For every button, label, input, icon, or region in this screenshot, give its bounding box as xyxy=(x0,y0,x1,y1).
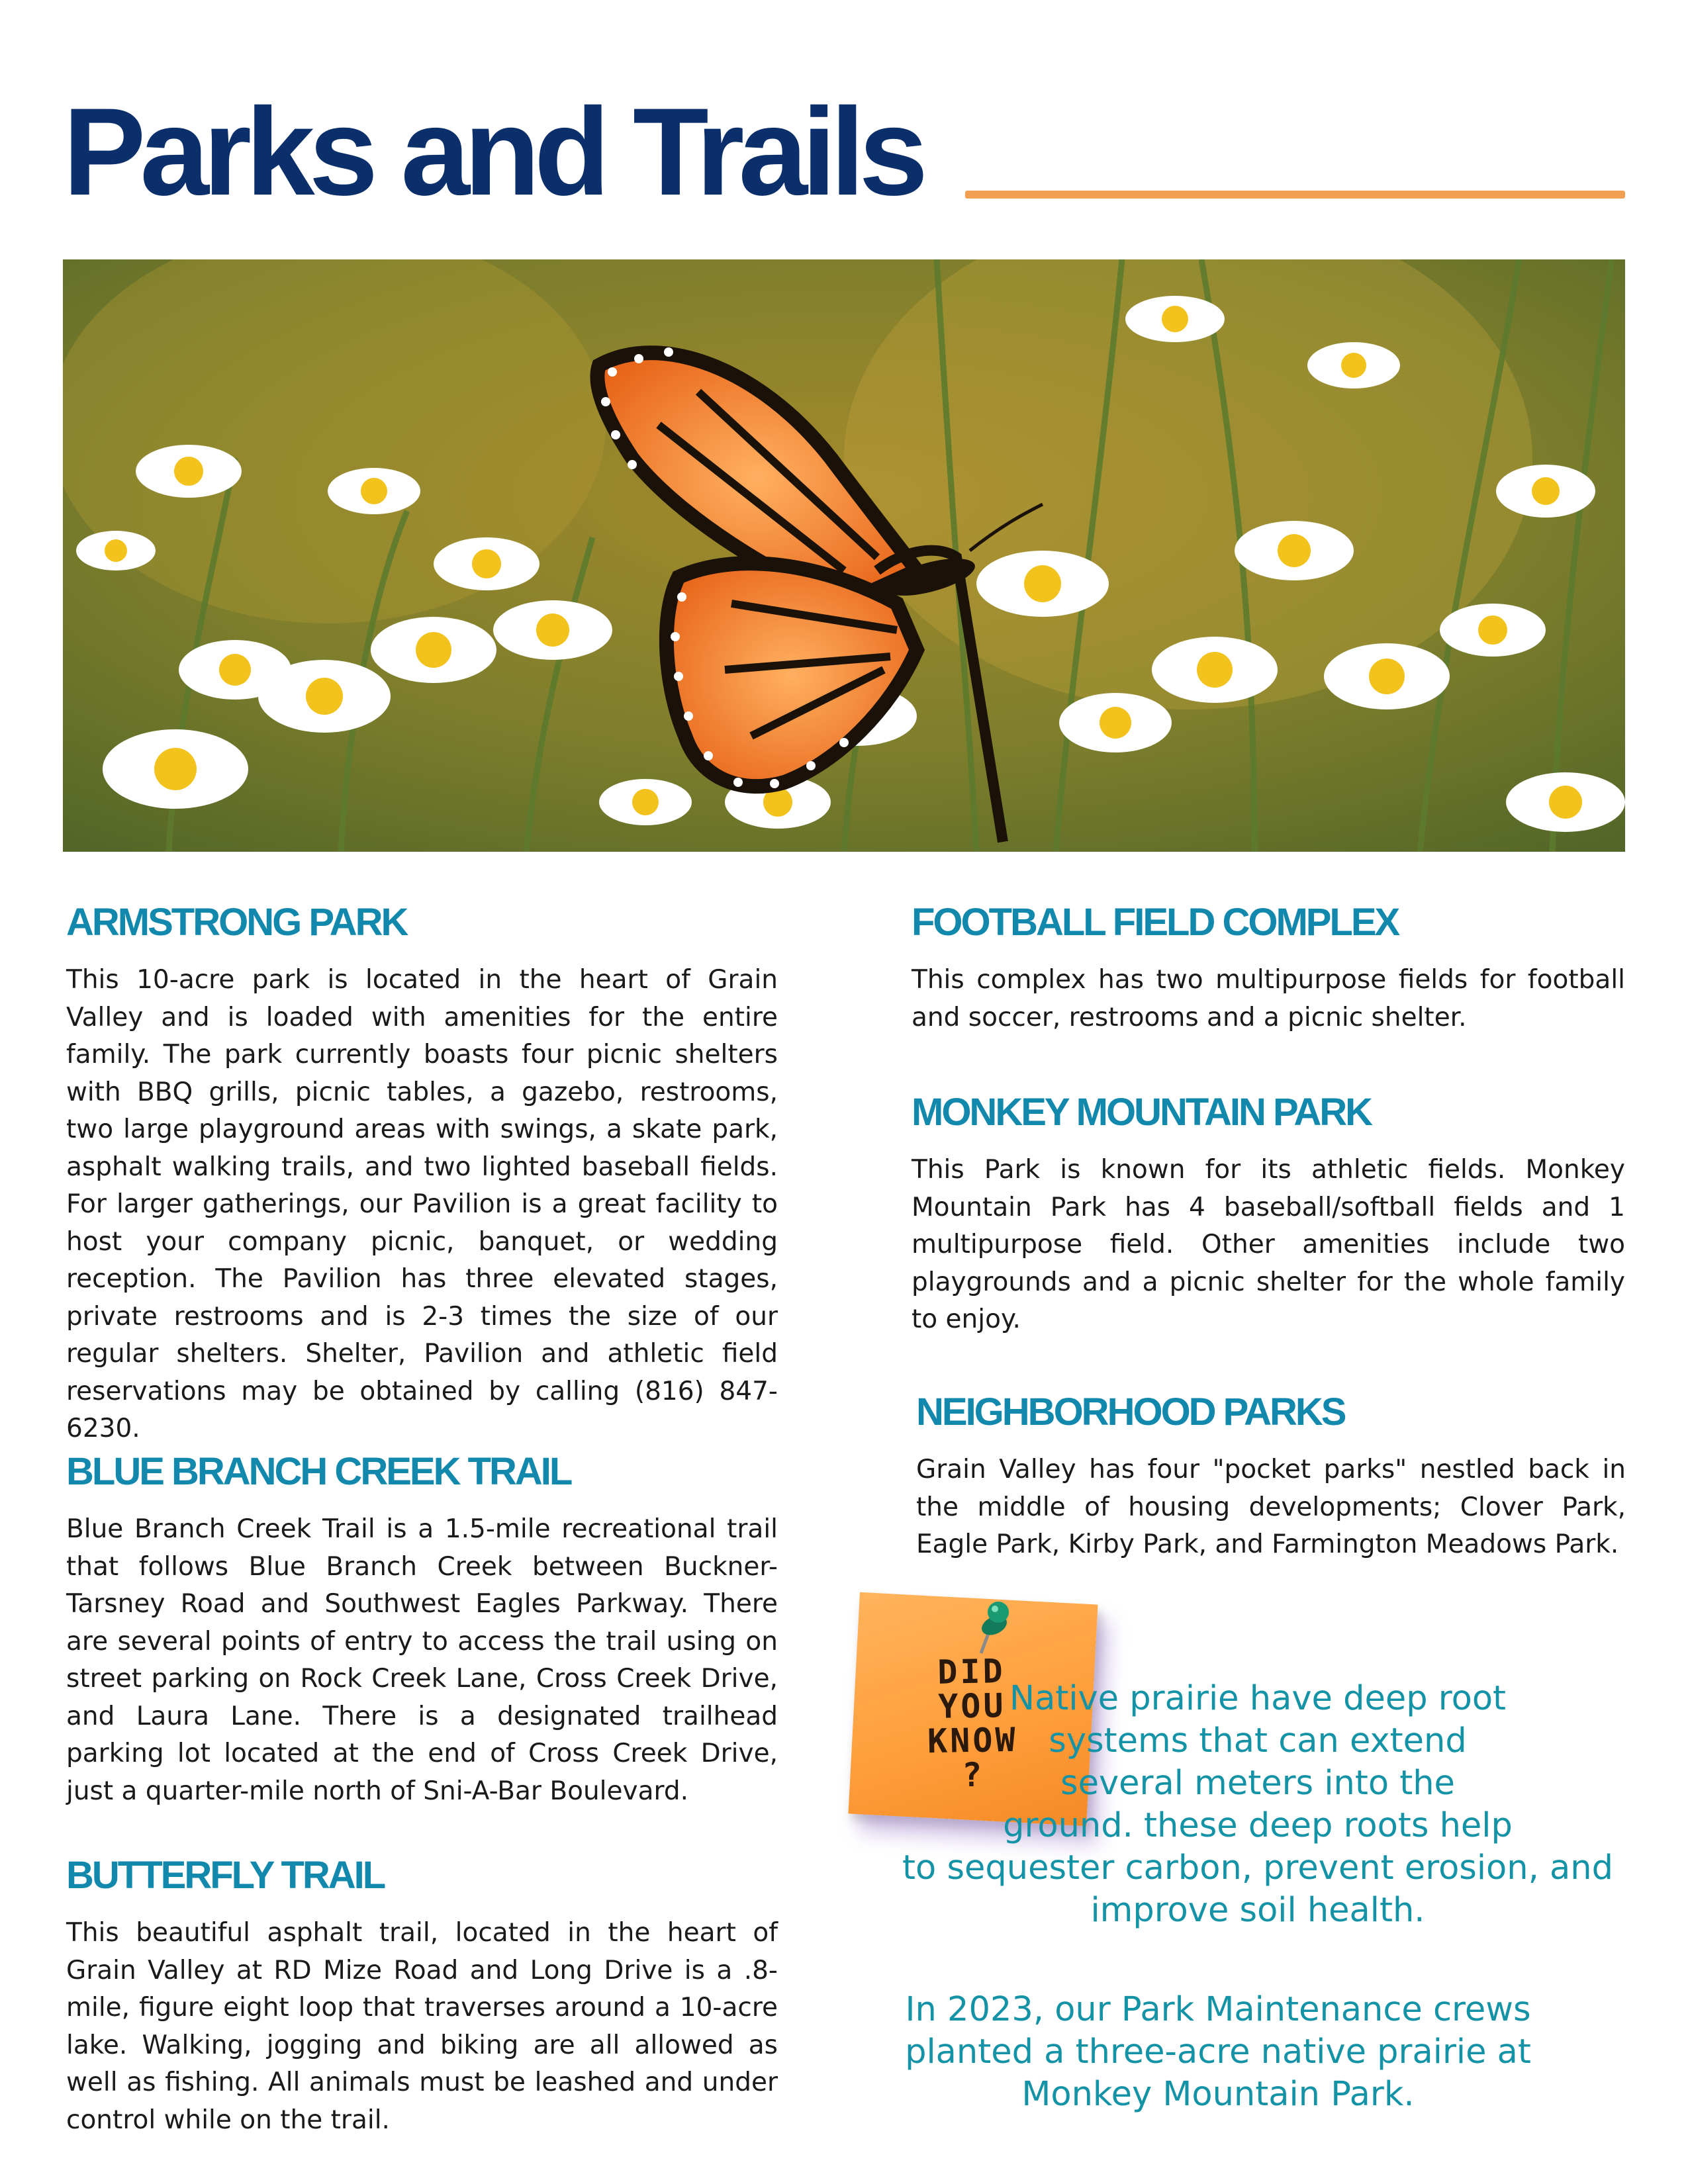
section-body: Grain Valley has four "pocket parks" nestled back in the middle of housing developments; Clover Park, Eagle Park, Kirby Park, and Farmington Meadows Park. xyxy=(916,1455,1626,1559)
section-blue-branch-creek-trail xyxy=(66,1450,778,1810)
fact-line: improve soil health. xyxy=(1090,1891,1425,1930)
section-body: This 10-acre park is located in the heart of Grain Valley and is loaded with amenities for the entire family. The park currently boasts four picnic shelters with BBQ grills, picnic tables, a gazebo, restrooms, two large playground areas with swings, a skate park, asphalt walking trails, and two lighted baseball fields. For larger gatherings, our Pavilion is a great facility to host your company picnic, banquet, or wedding reception. The Pavilion has three elevated stages, private restrooms and is 2-3 times the size of our regular shelters. Shelter, Pavilion and athletic field reservations may be obtained by calling (816) 847-6230. xyxy=(66,965,778,1443)
fact-line: ground. these deep roots help xyxy=(1003,1806,1513,1845)
fact-line: several meters into the xyxy=(1060,1764,1455,1803)
note-line: KNOW xyxy=(927,1720,1019,1761)
section-body: This beautiful asphalt trail, located in the heart of Grain Valley at RD Mize Road and Long Drive is a .8-mile, figure eight loop that traverses around a 10-acre lake. Walking, jogging and biking are all allowed as well as fishing. All animals must be leashed and under control while on the trail. xyxy=(66,1918,778,2135)
fact-line: In 2023, our Park Maintenance crews xyxy=(905,1990,1531,2029)
section-body: This complex has two multipurpose fields for football and soccer, restrooms and a picnic shelter. xyxy=(912,965,1625,1032)
fact-line: planted a three-acre native prairie at xyxy=(905,2032,1531,2071)
hero-photo xyxy=(63,259,1625,852)
fact-line: Native prairie have deep root xyxy=(1009,1679,1507,1718)
section-heading: BLUE BRANCH CREEK TRAIL xyxy=(66,1450,571,1493)
title-underline xyxy=(965,191,1625,199)
did-you-know-fact-prairie-roots xyxy=(887,1678,1628,1932)
note-line: YOU xyxy=(937,1686,1007,1726)
fact-line: systems that can extend xyxy=(1049,1721,1467,1760)
section-heading: FOOTBALL FIELD COMPLEX xyxy=(912,901,1399,944)
did-you-know-fact-2023-prairie xyxy=(887,1989,1549,2116)
section-heading: ARMSTRONG PARK xyxy=(66,901,407,944)
section-football-field-complex xyxy=(912,903,1625,1036)
section-neighborhood-parks xyxy=(916,1390,1626,1564)
fact-line: to sequester carbon, prevent erosion, and xyxy=(902,1848,1613,1888)
note-line: ? xyxy=(961,1755,985,1795)
section-heading: BUTTERFLY TRAIL xyxy=(66,1854,385,1897)
section-monkey-mountain-park xyxy=(912,1093,1625,1339)
page-title: Parks and Trails xyxy=(63,82,923,221)
section-heading: NEIGHBORHOOD PARKS xyxy=(916,1390,1345,1433)
section-armstrong-park xyxy=(66,903,778,1448)
section-body: This Park is known for its athletic fields. Monkey Mountain Park has 4 baseball/softball fields and 1 multipurpose field. Other amenities include two playgrounds and a picnic shelter for the whole family to enjoy. xyxy=(912,1155,1625,1334)
pushpin-icon xyxy=(966,1600,1013,1660)
section-butterfly-trail xyxy=(66,1856,778,2139)
section-body: Blue Branch Creek Trail is a 1.5-mile recreational trail that follows Blue Branch Creek between Buckner-Tarsney Road and Southwest Eagles Parkway. There are several points of entry to access the trail using on street parking on Rock Creek Lane, Cross Creek Drive, and Laura Lane. There is a designated trailhead parking lot located at the end of Cross Creek Drive, just a quarter-mile north of Sni-A-Bar Boulevard. xyxy=(66,1514,778,1806)
butterfly-flowers-illustration xyxy=(63,259,1625,852)
fact-line: Monkey Mountain Park. xyxy=(1021,2075,1415,2114)
section-heading: MONKEY MOUNTAIN PARK xyxy=(912,1091,1371,1134)
note-line: DID xyxy=(937,1652,1006,1692)
